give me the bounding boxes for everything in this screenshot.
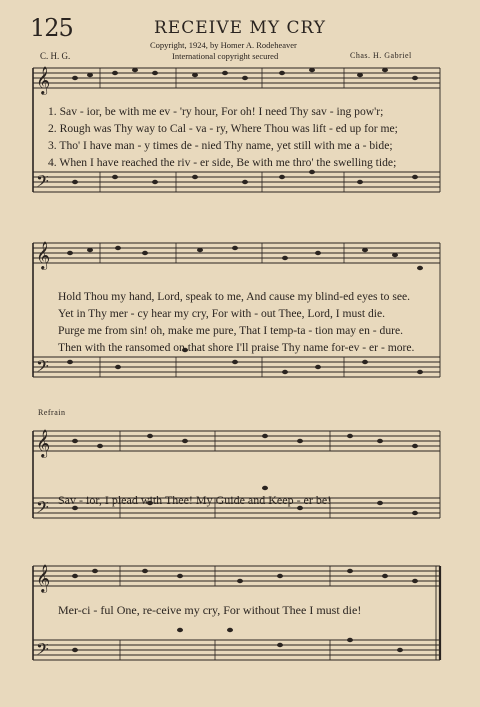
composer-name: Chas. H. Gabriel	[350, 51, 412, 60]
verse-3-line-a: 3. Tho' I have man - y times de - nied Thy name, yet still with me a - bide;	[48, 139, 393, 152]
verses-second-half	[58, 288, 414, 356]
verse-4-line-b: Then with the ransomed on that shore I'll praise Thy name for-ev - er - more.	[58, 341, 415, 354]
treble-clef-icon: 𝄞	[36, 429, 51, 457]
staff-system-2-bass	[33, 357, 440, 377]
hymn-title: RECEIVE MY CRY	[154, 18, 326, 38]
bass-clef-icon: 𝄢	[36, 639, 49, 663]
treble-clef-icon: 𝄞	[36, 66, 51, 94]
treble-clef-icon: 𝄞	[36, 241, 51, 269]
bass-clef-icon: 𝄢	[36, 171, 49, 195]
bass-clef-icon: 𝄢	[36, 497, 49, 521]
staff-system-2-treble	[33, 243, 440, 263]
verse-2-line-b: Yet in Thy mer - cy hear my cry, For with - out Thee, Lord, I must die.	[58, 307, 386, 320]
author-initials: C. H. G.	[40, 51, 71, 61]
copyright-secured-line: International copyright secured	[172, 51, 279, 61]
verse-4-line-a: 4. When I have reached the riv - er side, Be with me thro' the swelling tide;	[48, 156, 397, 169]
refrain-label: Refrain	[38, 408, 66, 417]
verse-1-line-a: 1. Sav - ior, be with me ev - 'ry hour, For oh! I need Thy sav - ing pow'r;	[48, 105, 384, 118]
treble-clef-icon: 𝄞	[36, 564, 51, 592]
verse-2-line-a: 2. Rough was Thy way to Cal - va - ry, Where Thou was lift - ed up for me;	[48, 122, 398, 135]
bass-clef-icon: 𝄢	[36, 356, 49, 380]
refrain-line-1: Sav - ior, I plead with Thee! My Guide and Keep - er be!	[58, 493, 332, 507]
hymn-number: 125	[30, 14, 73, 42]
staff-system-1-bass	[33, 172, 440, 192]
staff-system-1-treble	[33, 68, 440, 88]
copyright-line: Copyright, 1924, by Homer A. Rodeheaver	[150, 40, 297, 50]
verse-3-line-b: Purge me from sin! oh, make me pure, That I temp-ta - tion may en - dure.	[58, 324, 404, 337]
staff-system-4-bass	[33, 640, 440, 660]
verse-1-line-b: Hold Thou my hand, Lord, speak to me, And cause my blind-ed eyes to see.	[58, 290, 411, 303]
verses-first-half	[48, 103, 398, 171]
refrain-line-2: Mer-ci - ful One, re-ceive my cry, For without Thee I must die!	[58, 603, 362, 617]
